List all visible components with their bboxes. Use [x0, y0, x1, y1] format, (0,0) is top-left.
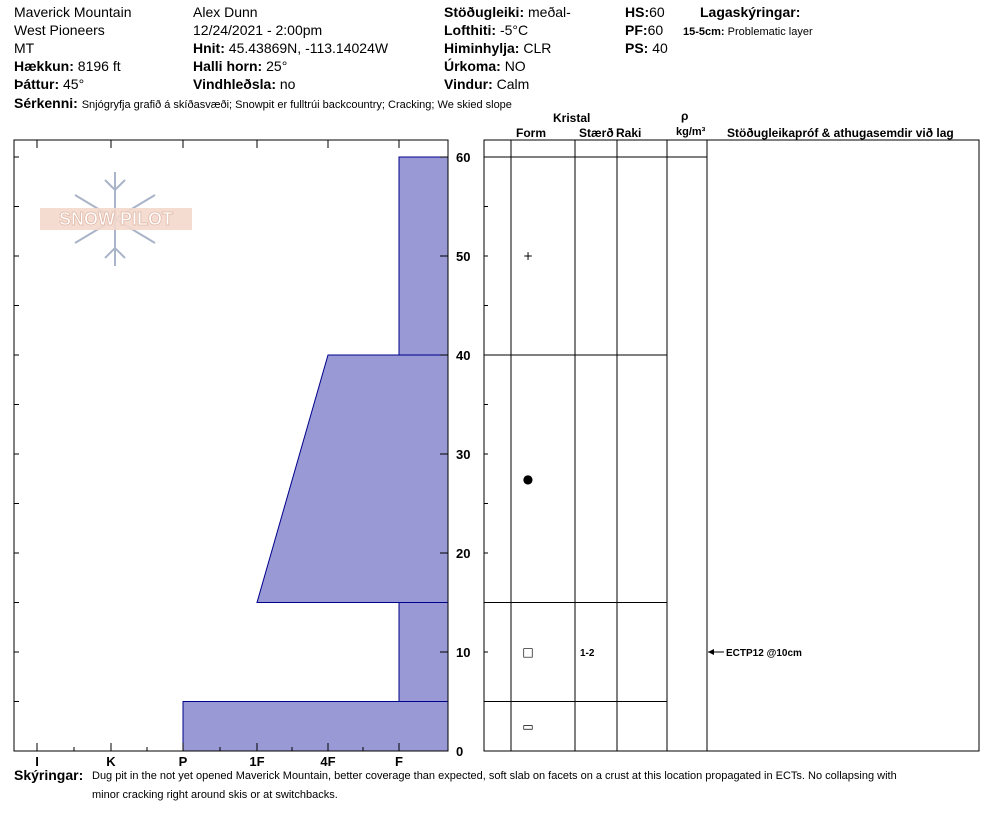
- stability-value: meðal-: [528, 4, 571, 20]
- sky-label: Himinhylja:: [444, 40, 520, 56]
- hardness-layer-1: [257, 355, 448, 603]
- comments-label: Skýringar:: [14, 767, 84, 783]
- header-tests: Stöðugleikapróf & athugasemdir við lag: [727, 126, 954, 140]
- air-temp-value: -5°C: [499, 22, 529, 38]
- test-result: ECTP12 @10cm: [726, 648, 802, 659]
- aspect-value: 45°: [63, 76, 85, 92]
- y-tick-label: 30: [456, 447, 471, 462]
- logo-text: SNOW PILOT: [59, 209, 173, 229]
- hs-label: HS:: [625, 4, 650, 20]
- elevation-label: Hækkun:: [14, 58, 74, 74]
- comments-line-2: minor cracking right around skis or at switchbacks.: [92, 789, 338, 801]
- header-size: Stærð: [579, 126, 614, 140]
- slope-value: 25°: [266, 58, 288, 74]
- header-form: Form: [516, 126, 546, 140]
- grain-form-symbol: ●: [522, 471, 534, 486]
- site-range: West Pioneers: [14, 22, 105, 38]
- precip-label: Úrkoma:: [444, 58, 501, 74]
- coords-label: Hnit:: [193, 40, 225, 56]
- x-tick-label: K: [106, 754, 116, 769]
- y-tick-label: 10: [456, 645, 471, 660]
- wind-loading-label: Vindhleðsla:: [193, 76, 276, 92]
- hs-value: 60: [649, 4, 665, 20]
- x-tick-label: I: [35, 754, 39, 769]
- test-arrow-icon: [708, 649, 714, 655]
- features-text: Snjógryfja grafið á skíðasvæði; Snowpit er fulltrúi backcountry; Cracking; We skied slope: [81, 99, 512, 111]
- air-temp-label: Lofthiti:: [444, 22, 497, 38]
- y-tick-label: 20: [456, 546, 471, 561]
- site-state: MT: [14, 40, 35, 56]
- aspect-label: Þáttur:: [14, 76, 60, 92]
- layer-notes-title: Lagaskýringar:: [700, 4, 801, 20]
- observation-datetime: 12/24/2021 - 2:00pm: [193, 22, 323, 38]
- stability-label: Stöðugleiki:: [444, 4, 525, 20]
- comments-line-1: Dug pit in the not yet opened Maverick Mountain, better coverage than expected, soft slab on facets on a crust at this location propagated in ECTs. No collapsing with: [92, 770, 897, 782]
- hardness-profile: [183, 157, 448, 751]
- pf-value: 60: [647, 22, 664, 38]
- elevation-value: 8196 ft: [77, 58, 121, 74]
- y-tick-label: 0: [456, 744, 464, 759]
- grain-form-symbol: □: [522, 645, 534, 659]
- layer-note-range: 15-5cm:: [683, 26, 725, 38]
- table-frame: [484, 140, 979, 751]
- observer-name: Alex Dunn: [193, 4, 258, 20]
- grain-form-symbol: +: [522, 249, 534, 263]
- layer-note-text: Problematic layer: [727, 26, 813, 38]
- features-label: Sérkenni:: [14, 95, 78, 111]
- y-tick-label: 50: [456, 249, 471, 264]
- wind-loading-value: no: [279, 76, 296, 92]
- snowpilot-logo: [40, 172, 192, 266]
- sky-value: CLR: [523, 40, 552, 56]
- precip-value: NO: [504, 58, 526, 74]
- pf-label: PF:: [625, 22, 648, 38]
- header-density-unit: kg/m³: [676, 126, 706, 138]
- y-tick-label: 60: [456, 150, 471, 165]
- header-crystal: Kristal: [553, 111, 591, 125]
- ps-value: 40: [652, 40, 668, 56]
- hardness-layer-3: [183, 702, 448, 752]
- x-tick-label: 1F: [249, 754, 265, 769]
- site-name: Maverick Mountain: [14, 4, 132, 20]
- y-tick-label: 40: [456, 348, 471, 363]
- grain-form-symbol: ▭: [522, 719, 534, 734]
- wind-label: Vindur:: [444, 76, 493, 92]
- layer-table: [484, 140, 979, 751]
- header-moisture: Raki: [616, 126, 642, 140]
- grain-size: 1-2: [580, 648, 595, 659]
- slope-label: Halli horn:: [193, 58, 263, 74]
- x-tick-label: 4F: [320, 754, 336, 769]
- coords-value: 45.43869N, -113.14024W: [228, 40, 389, 56]
- x-tick-label: P: [178, 754, 188, 769]
- ps-label: PS:: [625, 40, 649, 56]
- x-tick-label: F: [395, 754, 403, 769]
- wind-value: Calm: [496, 76, 530, 92]
- header-rho: ρ: [681, 109, 689, 123]
